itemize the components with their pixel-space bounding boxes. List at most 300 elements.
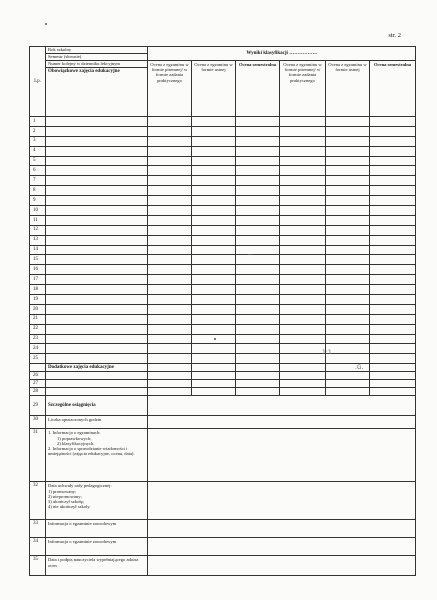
grade-cell-4[interactable] <box>280 225 326 235</box>
grade-cell-3[interactable] <box>236 285 280 295</box>
grade-cell-3[interactable] <box>236 388 280 396</box>
grade-cell-4[interactable] <box>280 344 326 354</box>
grade-cell-1[interactable] <box>148 295 192 305</box>
grade-cell-2[interactable] <box>192 364 236 372</box>
grade-cell-4[interactable] <box>280 136 326 146</box>
row-number: 33 <box>30 520 46 538</box>
grade-cell-2[interactable] <box>192 166 236 176</box>
grade-cell-1[interactable] <box>148 314 192 324</box>
semester-label: Semestr (słownie) <box>46 54 148 61</box>
grade-cell-6[interactable] <box>370 235 416 245</box>
row-number: 28 <box>30 388 46 396</box>
grade-cell-3[interactable] <box>236 265 280 275</box>
grade-cell-1[interactable] <box>148 126 192 136</box>
grade-cell-6[interactable] <box>370 380 416 388</box>
grade-cell-4[interactable] <box>280 166 326 176</box>
table-row <box>30 354 416 364</box>
grade-cell-6[interactable] <box>370 126 416 136</box>
grade-cell-2[interactable] <box>192 126 236 136</box>
subject-cell[interactable] <box>46 275 148 285</box>
table-row <box>30 245 416 255</box>
grade-cell-1[interactable] <box>148 245 192 255</box>
table-row <box>30 304 416 314</box>
grade-cell-4[interactable] <box>280 186 326 196</box>
row-number: 30 <box>30 416 46 429</box>
grade-cell-2[interactable] <box>192 324 236 334</box>
grade-cell-4[interactable] <box>280 146 326 156</box>
grade-cell-3[interactable] <box>236 372 280 380</box>
col-written-exam-1: Ocena z egzaminu w formie pisemnej/ w formie zadania praktycznego <box>148 61 192 117</box>
info-label-cell <box>46 520 148 538</box>
grade-cell-3[interactable] <box>236 314 280 324</box>
blank-lp-cell <box>30 364 46 372</box>
table-row <box>30 235 416 245</box>
grade-cell-3[interactable] <box>236 166 280 176</box>
page-number: str. 2 <box>388 32 401 39</box>
classification-exams-label: 2) klasyfikacyjnych. <box>57 440 95 446</box>
grade-cell-6[interactable] <box>370 372 416 380</box>
row-number: 26 <box>30 372 46 380</box>
grade-cell-3[interactable] <box>236 354 280 364</box>
grade-cell-2[interactable] <box>192 215 236 225</box>
subject-cell[interactable] <box>46 388 148 396</box>
info-value[interactable] <box>148 538 416 556</box>
grade-cell-4[interactable] <box>280 117 326 127</box>
table-row <box>30 388 416 396</box>
table-row <box>30 136 416 146</box>
grade-cell-1[interactable] <box>148 388 192 396</box>
grade-cell-5[interactable] <box>326 245 370 255</box>
grade-cell-5[interactable] <box>326 372 370 380</box>
grade-cell-3[interactable] <box>236 255 280 265</box>
knowledge-test-info-label: 2. Informacja o sprawdzianie wiadomości i umiejętności (zajęcia edukacyjne, ocena, data). <box>48 446 135 457</box>
achievements-value[interactable] <box>148 396 416 416</box>
grade-cell-1[interactable] <box>148 225 192 235</box>
table-row <box>30 334 416 344</box>
grade-cell-2[interactable] <box>192 304 236 314</box>
grade-cell-1[interactable] <box>148 136 192 146</box>
grade-cell-5[interactable] <box>326 156 370 166</box>
grade-cell-4[interactable] <box>280 388 326 396</box>
grade-cell-3[interactable] <box>236 196 280 206</box>
info-label-cell <box>46 482 148 520</box>
row-number: 5 <box>30 156 46 166</box>
missed-hours-label: Liczba opuszczonych godzin <box>48 417 102 423</box>
grade-cell-5[interactable] <box>326 126 370 136</box>
grade-cell-3[interactable] <box>236 186 280 196</box>
grade-cell-3[interactable] <box>236 295 280 305</box>
row-number: 18 <box>30 285 46 295</box>
subject-cell[interactable] <box>46 372 148 380</box>
table-row <box>30 196 416 206</box>
grade-cell-6[interactable] <box>370 146 416 156</box>
table-row <box>30 285 416 295</box>
grade-cell-4[interactable] <box>280 334 326 344</box>
grade-cell-3[interactable] <box>236 215 280 225</box>
grade-cell-5[interactable] <box>326 388 370 396</box>
grade-cell-6[interactable] <box>370 275 416 285</box>
grade-cell-6[interactable] <box>370 225 416 235</box>
grade-cell-3[interactable] <box>236 334 280 344</box>
grade-cell-1[interactable] <box>148 156 192 166</box>
info-value[interactable] <box>148 556 416 576</box>
grade-cell-6[interactable] <box>370 285 416 295</box>
grade-cell-5[interactable] <box>326 136 370 146</box>
grade-cell-5[interactable] <box>326 206 370 216</box>
subject-cell[interactable] <box>46 334 148 344</box>
col-semester-grade-2: Ocena semestralna <box>370 61 416 117</box>
grade-cell-5[interactable] <box>326 304 370 314</box>
grade-cell-6[interactable] <box>370 388 416 396</box>
grade-cell-4[interactable] <box>280 364 326 372</box>
row-number: 16 <box>30 265 46 275</box>
subject-cell[interactable] <box>46 176 148 186</box>
grade-cell-4[interactable] <box>280 372 326 380</box>
grade-cell-5[interactable] <box>326 146 370 156</box>
row-number: 13 <box>30 235 46 245</box>
subject-cell[interactable] <box>46 215 148 225</box>
row-number: 22 <box>30 324 46 334</box>
grade-cell-1[interactable] <box>148 235 192 245</box>
subject-cell[interactable] <box>46 295 148 305</box>
not-graduated-option: 4) nie ukończył szkoły. <box>48 504 91 510</box>
grade-cell-4[interactable] <box>280 295 326 305</box>
grade-cell-6[interactable] <box>370 156 416 166</box>
grade-cell-5[interactable] <box>326 235 370 245</box>
grade-cell-2[interactable] <box>192 206 236 216</box>
grade-cell-5[interactable] <box>326 255 370 265</box>
teacher-signature-label: Data i podpis nauczyciela wypełniającego arkusz ocen <box>48 557 139 568</box>
grade-cell-4[interactable] <box>280 304 326 314</box>
grade-cell-3[interactable] <box>236 117 280 127</box>
grade-cell-6[interactable] <box>370 334 416 344</box>
grade-cell-6[interactable] <box>370 255 416 265</box>
vocational-exam-label: Informacja o egzaminie zawodowym <box>48 521 117 527</box>
ink-dot <box>214 338 216 340</box>
info-row <box>30 429 416 482</box>
grade-cell-1[interactable] <box>148 354 192 364</box>
grade-cell-2[interactable] <box>192 380 236 388</box>
grade-cell-6[interactable] <box>370 215 416 225</box>
grade-cell-5[interactable] <box>326 186 370 196</box>
row-number: 35 <box>30 556 46 576</box>
info-label-cell <box>46 429 148 482</box>
info-row <box>30 482 416 520</box>
subject-cell[interactable] <box>46 235 148 245</box>
table-row <box>30 215 416 225</box>
row-number: 14 <box>30 245 46 255</box>
grade-cell-2[interactable] <box>192 245 236 255</box>
table-row <box>30 275 416 285</box>
grade-cell-3[interactable] <box>236 275 280 285</box>
subject-cell[interactable] <box>46 380 148 388</box>
grade-cell-4[interactable] <box>280 206 326 216</box>
grade-cell-5[interactable] <box>326 265 370 275</box>
grade-cell-2[interactable] <box>192 136 236 146</box>
vocational-exam-label-2: Informacja o egzaminie zawodowym <box>48 539 117 545</box>
row-number: 9 <box>30 196 46 206</box>
grade-cell-4[interactable] <box>280 255 326 265</box>
grade-cell-6[interactable] <box>370 206 416 216</box>
subject-cell[interactable] <box>46 126 148 136</box>
grade-cell-4[interactable] <box>280 285 326 295</box>
graduated-option: 3) ukończył szkołę; <box>48 499 84 505</box>
ink-dot <box>45 23 47 25</box>
grade-cell-6[interactable] <box>370 186 416 196</box>
info-row <box>30 556 416 576</box>
table-row <box>30 372 416 380</box>
row-number: 2 <box>30 126 46 136</box>
subject-cell[interactable] <box>46 146 148 156</box>
grade-cell-4[interactable] <box>280 354 326 364</box>
grade-cell-5[interactable] <box>326 275 370 285</box>
grade-cell-3[interactable] <box>236 126 280 136</box>
grade-cell-2[interactable] <box>192 275 236 285</box>
subject-cell[interactable] <box>46 255 148 265</box>
grade-cell-3[interactable] <box>236 344 280 354</box>
col-semester-grade-1: Ocena semestralna <box>236 61 280 117</box>
grade-cell-6[interactable] <box>370 166 416 176</box>
row-number: 25 <box>30 354 46 364</box>
grade-cell-5[interactable] <box>326 176 370 186</box>
grade-cell-2[interactable] <box>192 196 236 206</box>
row-number: 3 <box>30 136 46 146</box>
table-row <box>30 265 416 275</box>
grade-cell-3[interactable] <box>236 206 280 216</box>
grade-cell-3[interactable] <box>236 146 280 156</box>
info-value[interactable] <box>148 482 416 520</box>
grade-cell-5[interactable] <box>326 196 370 206</box>
grade-cell-1[interactable] <box>148 176 192 186</box>
grade-cell-3[interactable] <box>236 245 280 255</box>
grade-cell-6[interactable] <box>370 245 416 255</box>
table-row <box>30 146 416 156</box>
grade-cell-4[interactable] <box>280 235 326 245</box>
row-number: 23 <box>30 334 46 344</box>
table-row <box>30 255 416 265</box>
grade-cell-5[interactable] <box>326 380 370 388</box>
subject-cell[interactable] <box>46 156 148 166</box>
grade-cell-1[interactable] <box>148 304 192 314</box>
achievements-row <box>30 396 416 416</box>
grade-cell-1[interactable] <box>148 285 192 295</box>
info-label-cell <box>46 556 148 576</box>
row-number: 6 <box>30 166 46 176</box>
grade-cell-2[interactable] <box>192 176 236 186</box>
grade-cell-5[interactable] <box>326 295 370 305</box>
grade-cell-3[interactable] <box>236 225 280 235</box>
grade-cell-5[interactable] <box>326 215 370 225</box>
table-row <box>30 156 416 166</box>
grade-cell-2[interactable] <box>192 156 236 166</box>
grade-cell-6[interactable] <box>370 136 416 146</box>
info-value[interactable] <box>148 520 416 538</box>
row-number: 21 <box>30 314 46 324</box>
grade-cell-4[interactable] <box>280 275 326 285</box>
grade-cell-6[interactable] <box>370 324 416 334</box>
grade-cell-4[interactable] <box>280 380 326 388</box>
grade-cell-1[interactable] <box>148 255 192 265</box>
grade-cell-1[interactable] <box>148 166 192 176</box>
results-table <box>29 46 416 576</box>
grade-cell-6[interactable] <box>370 304 416 314</box>
subject-cell[interactable] <box>46 354 148 364</box>
info-row <box>30 520 416 538</box>
grade-cell-2[interactable] <box>192 388 236 396</box>
grade-cell-1[interactable] <box>148 275 192 285</box>
col-oral-exam-2: Ocena z egzaminu w formie ustnej <box>326 61 370 117</box>
grade-cell-1[interactable] <box>148 372 192 380</box>
results-title: Wyniki klasyfikacji …………….. <box>148 47 416 61</box>
row-number: 32 <box>30 482 46 520</box>
row-number: 15 <box>30 255 46 265</box>
grade-cell-3[interactable] <box>236 324 280 334</box>
grade-cell-5[interactable] <box>326 225 370 235</box>
grade-cell-6[interactable] <box>370 196 416 206</box>
grade-cell-2[interactable] <box>192 265 236 275</box>
subject-cell[interactable] <box>46 206 148 216</box>
row-number: 12 <box>30 225 46 235</box>
subject-cell[interactable] <box>46 265 148 275</box>
additional-subjects-label: Dodatkowe zajęcia edukacyjne <box>46 364 148 372</box>
grade-cell-2[interactable] <box>192 255 236 265</box>
grade-cell-6[interactable] <box>370 344 416 354</box>
grade-cell-1[interactable] <box>148 364 192 372</box>
grade-cell-1[interactable] <box>148 186 192 196</box>
row-number: 4 <box>30 146 46 156</box>
col-oral-exam-1: Ocena z egzaminu w formie ustnej <box>192 61 236 117</box>
grade-cell-4[interactable] <box>280 126 326 136</box>
subject-cell[interactable] <box>46 196 148 206</box>
council-resolution-label: Data uchwały rady pedagogicznej: <box>48 483 112 489</box>
grade-cell-2[interactable] <box>192 314 236 324</box>
grade-cell-3[interactable] <box>236 364 280 372</box>
grade-cell-1[interactable] <box>148 344 192 354</box>
table-row <box>30 344 416 354</box>
grade-cell-6[interactable] <box>370 364 416 372</box>
subject-cell[interactable] <box>46 314 148 324</box>
grade-cell-1[interactable] <box>148 206 192 216</box>
handwritten-mark: 1:1 <box>322 349 332 356</box>
info-value[interactable] <box>148 429 416 482</box>
achievements-label: Szczególne osiągnięcia <box>46 396 148 416</box>
grade-cell-4[interactable] <box>280 215 326 225</box>
grade-cell-2[interactable] <box>192 225 236 235</box>
grade-cell-5[interactable] <box>326 314 370 324</box>
grade-cell-1[interactable] <box>148 324 192 334</box>
subject-cell[interactable] <box>46 324 148 334</box>
retake-exams-label: 1) poprawkowych; <box>57 435 92 441</box>
grade-cell-3[interactable] <box>236 156 280 166</box>
grade-cell-5[interactable] <box>326 324 370 334</box>
grade-cell-3[interactable] <box>236 304 280 314</box>
grade-cell-2[interactable] <box>192 372 236 380</box>
info-label-cell <box>46 538 148 556</box>
grade-cell-1[interactable] <box>148 146 192 156</box>
subject-cell[interactable] <box>46 285 148 295</box>
subject-cell[interactable] <box>46 245 148 255</box>
row-number: 7 <box>30 176 46 186</box>
row-number: 34 <box>30 538 46 556</box>
grade-cell-2[interactable] <box>192 117 236 127</box>
grade-cell-5[interactable] <box>326 354 370 364</box>
subject-cell[interactable] <box>46 117 148 127</box>
grade-cell-5[interactable] <box>326 334 370 344</box>
grade-cell-1[interactable] <box>148 380 192 388</box>
grade-cell-6[interactable] <box>370 295 416 305</box>
grade-cell-2[interactable] <box>192 295 236 305</box>
grade-cell-5[interactable] <box>326 344 370 354</box>
handwritten-mark: .G. <box>355 364 364 371</box>
grade-cell-4[interactable] <box>280 196 326 206</box>
grade-cell-6[interactable] <box>370 265 416 275</box>
grade-cell-1[interactable] <box>148 265 192 275</box>
journal-number-label: Numer kolejny w dzienniku lekcyjnym <box>46 61 148 68</box>
grade-cell-6[interactable] <box>370 314 416 324</box>
grade-cell-4[interactable] <box>280 176 326 186</box>
grade-cell-3[interactable] <box>236 235 280 245</box>
subject-cell[interactable] <box>46 186 148 196</box>
grade-cell-2[interactable] <box>192 344 236 354</box>
grade-cell-1[interactable] <box>148 215 192 225</box>
table-row <box>30 117 416 127</box>
classification-form <box>29 46 415 584</box>
grade-cell-2[interactable] <box>192 354 236 364</box>
grade-cell-4[interactable] <box>280 245 326 255</box>
info-value[interactable] <box>148 416 416 429</box>
subject-cell[interactable] <box>46 344 148 354</box>
grade-cell-4[interactable] <box>280 156 326 166</box>
subject-cell[interactable] <box>46 304 148 314</box>
grade-cell-6[interactable] <box>370 176 416 186</box>
grade-cell-6[interactable] <box>370 117 416 127</box>
grade-cell-2[interactable] <box>192 235 236 245</box>
subject-cell[interactable] <box>46 225 148 235</box>
grade-cell-6[interactable] <box>370 354 416 364</box>
grade-cell-2[interactable] <box>192 146 236 156</box>
grade-cell-3[interactable] <box>236 136 280 146</box>
grade-cell-4[interactable] <box>280 314 326 324</box>
subject-cell[interactable] <box>46 166 148 176</box>
grade-cell-4[interactable] <box>280 324 326 334</box>
grade-cell-5[interactable] <box>326 285 370 295</box>
row-number: 20 <box>30 304 46 314</box>
grade-cell-3[interactable] <box>236 176 280 186</box>
row-number: 29 <box>30 396 46 416</box>
info-row <box>30 538 416 556</box>
grade-cell-1[interactable] <box>148 117 192 127</box>
info-row <box>30 416 416 429</box>
grade-cell-1[interactable] <box>148 334 192 344</box>
row-number: 11 <box>30 215 46 225</box>
handwritten-mark: ~ <box>247 250 254 259</box>
col-written-exam-2: Ocena z egzaminu w formie pisemnej/ w formie zadania praktycznego <box>280 61 326 117</box>
grade-cell-5[interactable] <box>326 117 370 127</box>
table-row <box>30 126 416 136</box>
grade-cell-2[interactable] <box>192 285 236 295</box>
subject-cell[interactable] <box>46 136 148 146</box>
school-year-label: Rok szkolny <box>46 47 148 54</box>
table-row <box>30 225 416 235</box>
grade-cell-4[interactable] <box>280 265 326 275</box>
grade-cell-5[interactable] <box>326 166 370 176</box>
exam-info-label: 1. Informacja o egzaminach: <box>48 430 101 436</box>
row-number: 19 <box>30 295 46 305</box>
grade-cell-1[interactable] <box>148 196 192 206</box>
row-number: 31 <box>30 429 46 482</box>
grade-cell-3[interactable] <box>236 380 280 388</box>
grade-cell-2[interactable] <box>192 186 236 196</box>
